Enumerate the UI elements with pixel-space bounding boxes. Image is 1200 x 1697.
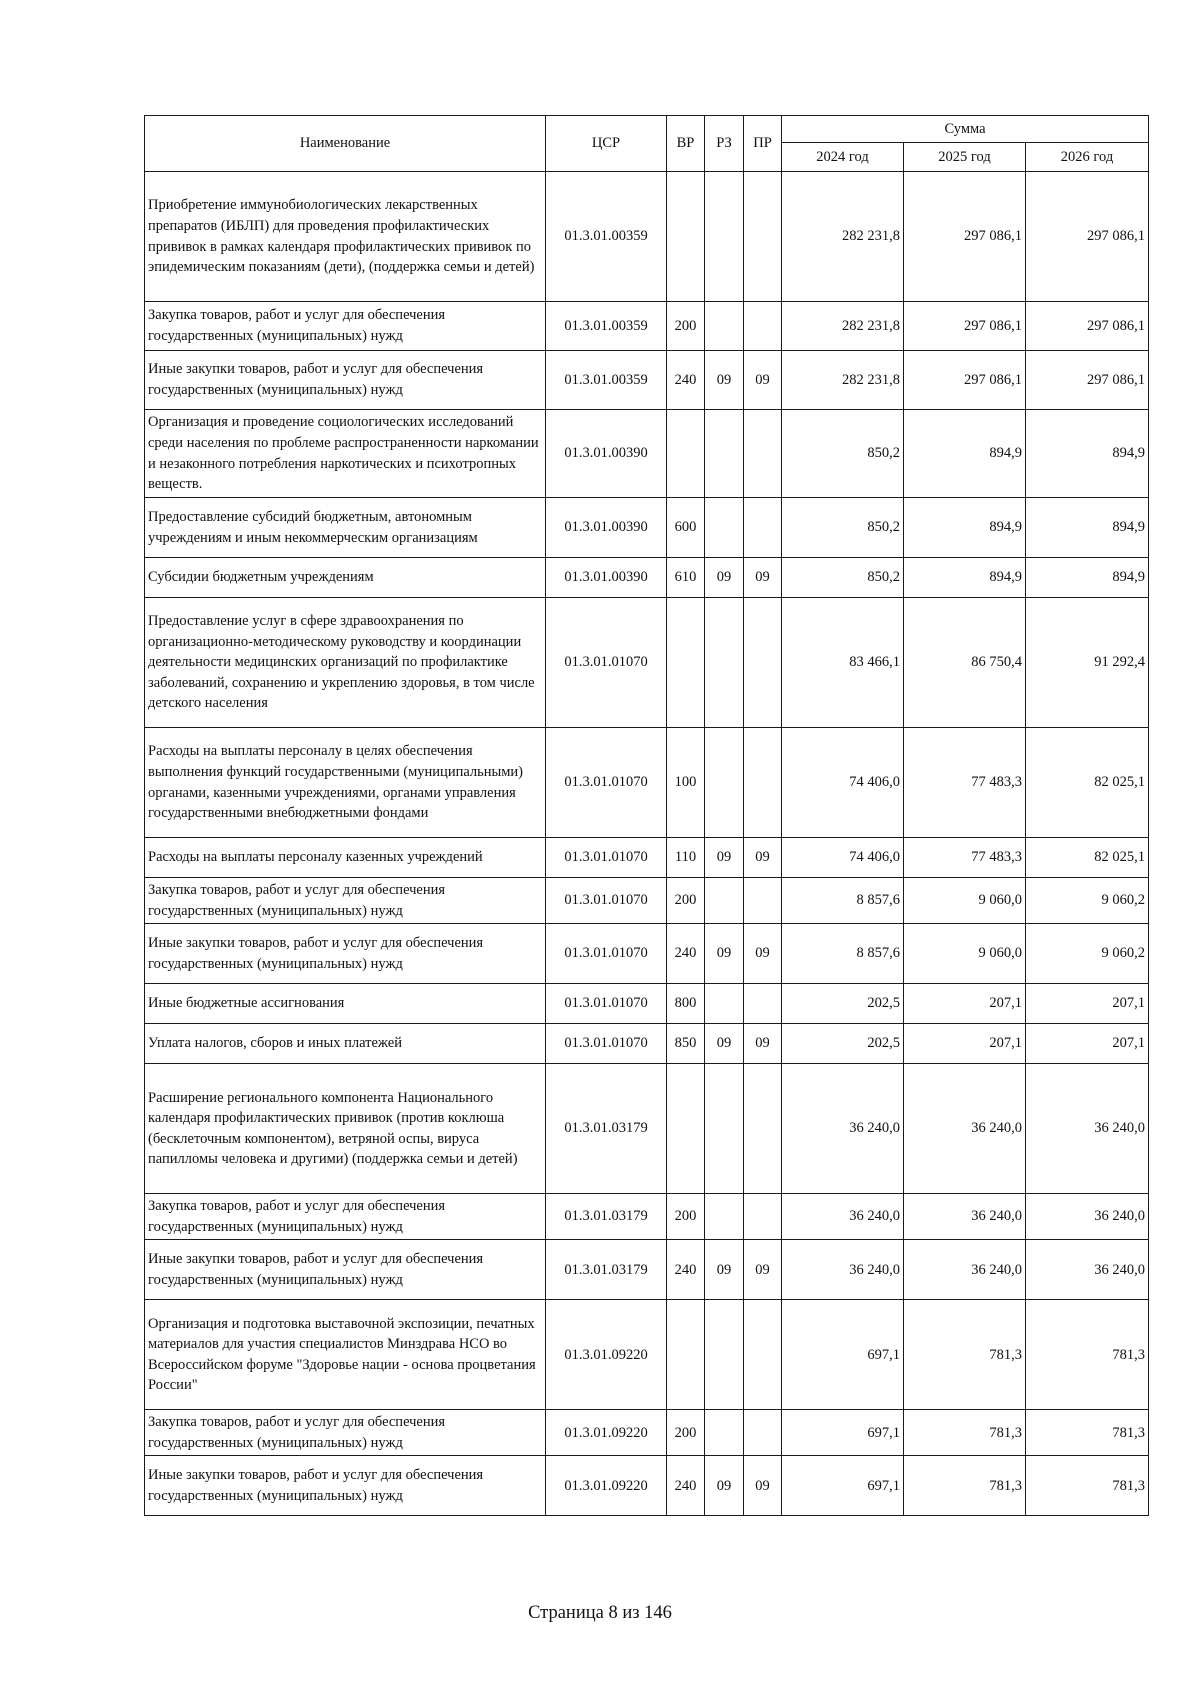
cell-name: Иные закупки товаров, работ и услуг для обеспечения государственных (муниципальных) нужд [145, 924, 546, 984]
cell-amount-2025: 894,9 [904, 410, 1026, 498]
table-row [145, 1064, 1149, 1194]
cell-rz: 09 [705, 924, 744, 984]
cell-amount-2026: 207,1 [1026, 984, 1149, 1024]
cell-name: Расширение регионального компонента Национального календаря профилактических прививок (против коклюша (бесклеточным компонентом), ветряной оспы, вируса папилломы человека и другими) (поддержка семьи и детей) [145, 1064, 546, 1194]
table-row [145, 1456, 1149, 1516]
cell-amount-2025: 781,3 [904, 1410, 1026, 1456]
cell-amount-2024: 282 231,8 [782, 351, 904, 410]
header-rz: РЗ [705, 116, 744, 172]
cell-name: Закупка товаров, работ и услуг для обеспечения государственных (муниципальных) нужд [145, 1194, 546, 1240]
cell-csr: 01.3.01.00359 [546, 302, 667, 351]
cell-amount-2025: 86 750,4 [904, 598, 1026, 728]
table-row [145, 1410, 1149, 1456]
cell-amount-2025: 297 086,1 [904, 302, 1026, 351]
cell-amount-2025: 9 060,0 [904, 924, 1026, 984]
cell-vr: 240 [667, 351, 705, 410]
table-row [145, 1240, 1149, 1300]
cell-pr [744, 1064, 782, 1194]
cell-pr [744, 598, 782, 728]
cell-name: Иные бюджетные ассигнования [145, 984, 546, 1024]
cell-pr [744, 1300, 782, 1410]
table-row [145, 558, 1149, 598]
cell-vr: 800 [667, 984, 705, 1024]
cell-rz: 09 [705, 838, 744, 878]
cell-vr: 610 [667, 558, 705, 598]
cell-pr [744, 410, 782, 498]
cell-vr: 240 [667, 1456, 705, 1516]
cell-name: Расходы на выплаты персоналу в целях обеспечения выполнения функций государственными (муниципальными) органами, казенными учреждениями, органами управления государственными внебюджетными фондами [145, 728, 546, 838]
cell-pr: 09 [744, 558, 782, 598]
table-body [145, 172, 1149, 1516]
cell-vr: 200 [667, 302, 705, 351]
cell-amount-2024: 850,2 [782, 558, 904, 598]
cell-csr: 01.3.01.03179 [546, 1064, 667, 1194]
cell-amount-2024: 83 466,1 [782, 598, 904, 728]
cell-amount-2025: 297 086,1 [904, 172, 1026, 302]
cell-rz: 09 [705, 1024, 744, 1064]
cell-amount-2025: 894,9 [904, 558, 1026, 598]
cell-vr [667, 1064, 705, 1194]
cell-pr: 09 [744, 1240, 782, 1300]
table-row [145, 1024, 1149, 1064]
cell-amount-2026: 297 086,1 [1026, 172, 1149, 302]
cell-csr: 01.3.01.09220 [546, 1410, 667, 1456]
cell-amount-2026: 36 240,0 [1026, 1194, 1149, 1240]
table-row [145, 924, 1149, 984]
cell-name: Закупка товаров, работ и услуг для обеспечения государственных (муниципальных) нужд [145, 302, 546, 351]
cell-vr: 240 [667, 1240, 705, 1300]
cell-amount-2026: 297 086,1 [1026, 351, 1149, 410]
cell-name: Организация и подготовка выставочной экспозиции, печатных материалов для участия специалистов Минздрава НСО во Всероссийском форуме "Здоровье нации - основа процветания России" [145, 1300, 546, 1410]
cell-pr [744, 498, 782, 558]
cell-csr: 01.3.01.01070 [546, 878, 667, 924]
cell-name: Предоставление субсидий бюджетным, автономным учреждениям и иным некоммерческим организациям [145, 498, 546, 558]
cell-csr: 01.3.01.01070 [546, 728, 667, 838]
cell-vr: 200 [667, 1410, 705, 1456]
cell-amount-2024: 74 406,0 [782, 838, 904, 878]
header-pr: ПР [744, 116, 782, 172]
cell-rz: 09 [705, 351, 744, 410]
cell-rz [705, 728, 744, 838]
header-sum: Сумма [782, 116, 1149, 143]
cell-amount-2025: 77 483,3 [904, 838, 1026, 878]
cell-rz [705, 878, 744, 924]
cell-rz [705, 1410, 744, 1456]
cell-vr: 200 [667, 878, 705, 924]
cell-name: Закупка товаров, работ и услуг для обеспечения государственных (муниципальных) нужд [145, 878, 546, 924]
cell-pr: 09 [744, 351, 782, 410]
cell-pr [744, 878, 782, 924]
cell-amount-2026: 82 025,1 [1026, 838, 1149, 878]
cell-csr: 01.3.01.01070 [546, 984, 667, 1024]
table-row [145, 1300, 1149, 1410]
cell-amount-2024: 36 240,0 [782, 1240, 904, 1300]
table-row [145, 498, 1149, 558]
cell-csr: 01.3.01.00390 [546, 558, 667, 598]
cell-amount-2025: 207,1 [904, 984, 1026, 1024]
cell-rz [705, 1064, 744, 1194]
cell-amount-2026: 82 025,1 [1026, 728, 1149, 838]
cell-amount-2024: 8 857,6 [782, 878, 904, 924]
cell-csr: 01.3.01.01070 [546, 838, 667, 878]
cell-csr: 01.3.01.09220 [546, 1456, 667, 1516]
cell-csr: 01.3.01.03179 [546, 1194, 667, 1240]
cell-amount-2025: 9 060,0 [904, 878, 1026, 924]
cell-vr [667, 410, 705, 498]
cell-vr [667, 1300, 705, 1410]
cell-amount-2024: 697,1 [782, 1456, 904, 1516]
cell-csr: 01.3.01.03179 [546, 1240, 667, 1300]
cell-amount-2025: 207,1 [904, 1024, 1026, 1064]
cell-pr [744, 728, 782, 838]
cell-csr: 01.3.01.00390 [546, 410, 667, 498]
table-row [145, 1194, 1149, 1240]
cell-amount-2026: 36 240,0 [1026, 1240, 1149, 1300]
cell-pr [744, 984, 782, 1024]
cell-rz [705, 172, 744, 302]
cell-rz [705, 302, 744, 351]
cell-vr: 850 [667, 1024, 705, 1064]
cell-name: Предоставление услуг в сфере здравоохранения по организационно-методическому руководству и координации деятельности медицинских организаций по профилактике заболеваний, сохранению и укреплению здоровья, в том числе детского населения [145, 598, 546, 728]
cell-vr [667, 598, 705, 728]
cell-amount-2026: 781,3 [1026, 1456, 1149, 1516]
cell-amount-2024: 36 240,0 [782, 1064, 904, 1194]
cell-rz [705, 984, 744, 1024]
cell-csr: 01.3.01.00359 [546, 351, 667, 410]
budget-table [144, 115, 1149, 1516]
header-vr: ВР [667, 116, 705, 172]
cell-amount-2026: 894,9 [1026, 498, 1149, 558]
table-header [145, 116, 1149, 172]
cell-amount-2025: 894,9 [904, 498, 1026, 558]
header-csr: ЦСР [546, 116, 667, 172]
cell-csr: 01.3.01.09220 [546, 1300, 667, 1410]
cell-pr: 09 [744, 1024, 782, 1064]
cell-amount-2024: 850,2 [782, 498, 904, 558]
cell-csr: 01.3.01.01070 [546, 1024, 667, 1064]
cell-amount-2026: 781,3 [1026, 1300, 1149, 1410]
table-row [145, 351, 1149, 410]
cell-amount-2025: 36 240,0 [904, 1240, 1026, 1300]
header-name: Наименование [145, 116, 546, 172]
table-row [145, 984, 1149, 1024]
cell-pr [744, 1410, 782, 1456]
cell-pr: 09 [744, 924, 782, 984]
cell-amount-2026: 207,1 [1026, 1024, 1149, 1064]
cell-amount-2026: 781,3 [1026, 1410, 1149, 1456]
cell-amount-2024: 8 857,6 [782, 924, 904, 984]
table-row [145, 302, 1149, 351]
cell-name: Субсидии бюджетным учреждениям [145, 558, 546, 598]
cell-pr [744, 302, 782, 351]
cell-amount-2024: 697,1 [782, 1300, 904, 1410]
cell-amount-2026: 894,9 [1026, 410, 1149, 498]
cell-csr: 01.3.01.01070 [546, 598, 667, 728]
cell-pr [744, 172, 782, 302]
cell-vr: 240 [667, 924, 705, 984]
cell-csr: 01.3.01.01070 [546, 924, 667, 984]
cell-amount-2025: 297 086,1 [904, 351, 1026, 410]
cell-vr [667, 172, 705, 302]
table-row [145, 410, 1149, 498]
cell-amount-2026: 894,9 [1026, 558, 1149, 598]
table-row [145, 878, 1149, 924]
cell-amount-2024: 850,2 [782, 410, 904, 498]
cell-vr: 600 [667, 498, 705, 558]
cell-name: Закупка товаров, работ и услуг для обеспечения государственных (муниципальных) нужд [145, 1410, 546, 1456]
cell-rz [705, 598, 744, 728]
table-row [145, 728, 1149, 838]
table-row [145, 172, 1149, 302]
cell-amount-2025: 781,3 [904, 1300, 1026, 1410]
cell-rz [705, 410, 744, 498]
cell-amount-2025: 36 240,0 [904, 1064, 1026, 1194]
table-row [145, 838, 1149, 878]
page-number: Страница 8 из 146 [528, 1603, 672, 1623]
cell-amount-2026: 91 292,4 [1026, 598, 1149, 728]
cell-name: Иные закупки товаров, работ и услуг для обеспечения государственных (муниципальных) нужд [145, 351, 546, 410]
cell-name: Организация и проведение социологических исследований среди населения по проблеме распространенности наркомании и незаконного потребления наркотических и психотропных веществ. [145, 410, 546, 498]
cell-rz [705, 498, 744, 558]
cell-vr: 200 [667, 1194, 705, 1240]
cell-name: Иные закупки товаров, работ и услуг для обеспечения государственных (муниципальных) нужд [145, 1240, 546, 1300]
cell-vr: 110 [667, 838, 705, 878]
cell-amount-2024: 36 240,0 [782, 1194, 904, 1240]
cell-vr: 100 [667, 728, 705, 838]
cell-name: Уплата налогов, сборов и иных платежей [145, 1024, 546, 1064]
header-year-2024: 2024 год [782, 143, 904, 172]
cell-name: Расходы на выплаты персоналу казенных учреждений [145, 838, 546, 878]
table-row [145, 598, 1149, 728]
header-year-2025: 2025 год [904, 143, 1026, 172]
cell-amount-2024: 697,1 [782, 1410, 904, 1456]
cell-amount-2024: 282 231,8 [782, 172, 904, 302]
cell-rz: 09 [705, 1240, 744, 1300]
cell-rz [705, 1300, 744, 1410]
cell-amount-2024: 202,5 [782, 1024, 904, 1064]
cell-amount-2024: 74 406,0 [782, 728, 904, 838]
cell-amount-2024: 282 231,8 [782, 302, 904, 351]
cell-amount-2026: 297 086,1 [1026, 302, 1149, 351]
cell-rz: 09 [705, 1456, 744, 1516]
cell-amount-2026: 9 060,2 [1026, 924, 1149, 984]
cell-amount-2025: 77 483,3 [904, 728, 1026, 838]
cell-pr: 09 [744, 838, 782, 878]
cell-rz [705, 1194, 744, 1240]
cell-amount-2026: 9 060,2 [1026, 878, 1149, 924]
cell-csr: 01.3.01.00390 [546, 498, 667, 558]
header-year-2026: 2026 год [1026, 143, 1149, 172]
cell-amount-2025: 36 240,0 [904, 1194, 1026, 1240]
cell-rz: 09 [705, 558, 744, 598]
cell-amount-2025: 781,3 [904, 1456, 1026, 1516]
cell-name: Иные закупки товаров, работ и услуг для обеспечения государственных (муниципальных) нужд [145, 1456, 546, 1516]
cell-csr: 01.3.01.00359 [546, 172, 667, 302]
cell-amount-2026: 36 240,0 [1026, 1064, 1149, 1194]
cell-pr: 09 [744, 1456, 782, 1516]
cell-amount-2024: 202,5 [782, 984, 904, 1024]
cell-name: Приобретение иммунобиологических лекарственных препаратов (ИБЛП) для проведения профилактических прививок в рамках календаря профилактических прививок по эпидемическим показаниям (дети), (поддержка семьи и детей) [145, 172, 546, 302]
cell-pr [744, 1194, 782, 1240]
